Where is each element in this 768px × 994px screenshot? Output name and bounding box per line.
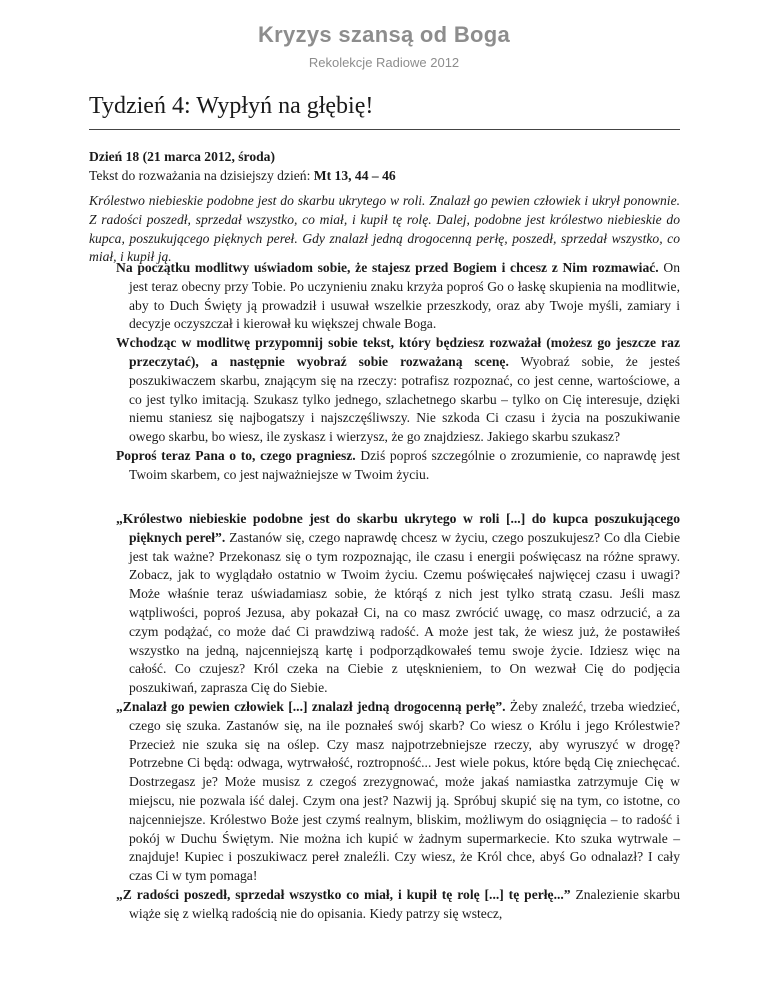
- meditation-point: [116, 510, 680, 698]
- day-heading: Dzień 18 (21 marca 2012, środa): [89, 149, 276, 164]
- meditation-body: Żeby znaleźć, trzeba wiedzieć, czego się szuka. Zastanów się, na ile poznałeś swój skarb? Co wiesz o Królu i jego Królestwie? Przecież nie szuka się na oślep. Czy masz najpotrzebniejsze rzeczy, aby wyruszyć w drogę? Potrzebne Ci będą: odwaga, wytrwałość, roztropność... Jest wiele pokus, które będą Cię zniechęcać. Dostrzegasz je? Może musisz z czegoś zrezygnować, może jakaś namiastka zatrzymuje Cię w miejscu, nie pozwala iść dalej. Czym ona jest? Nazwij ją. Spróbuj skupić się na tym, co istotne, co najcenniejsze. Królestwo Boże jest czymś realnym, bliskim, możliwym do osiągnięcia – to radość i pokój w Duchu Świętym. Nie można ich kupić w żadnym supermarkecie. Kto szuka wytrwale – znajduje! Kupiec i poszukiwacz pereł znaleźli. Czy wiesz, że Król chce, abyś Go odnalazł? I cały czas Ci w tym pomaga!: [129, 698, 680, 884]
- prayer-step: [116, 334, 680, 447]
- meditation-body: Znalezienie skarbu wiąże się z wielką radością nie do opisania. Kiedy patrzy się wstecz,: [129, 886, 680, 921]
- prayer-step: [116, 259, 680, 334]
- scripture-passage: Królestwo niebieskie podobne jest do skarbu ukrytego w roli. Znalazł go pewien człowiek i ukrył ponownie. Z radości poszedł, sprzedał wszystko, co miał, i kupił tę rolę. Dalej, podobne jest królestwo niebieskie do kupca, poszukującego pięknych pereł. Gdy znalazł jedną drogocenną perłę, poszedł, sprzedał wszystko, co miał, i kupił ją.: [89, 193, 680, 265]
- meditation-point: [116, 698, 680, 886]
- meditation-lead: „Królestwo niebieskie podobne jest do skarbu ukrytego w roli [...] do kupca poszukującego pięknych pereł”.: [116, 511, 680, 545]
- week-title: Tydzień 4: Wypłyń na głębię!: [89, 93, 374, 119]
- prayer-step-body: On jest teraz obecny przy Tobie. Po uczynieniu znaku krzyża poproś Go o łaskę skupienia na modlitwie, aby to Duch Święty ją prowadził i usuwał wszelkie przeszkody, oraz aby Twoje myśli, zamiary i decyzje oczyszczał i kierował ku większej chwale Boga.: [129, 260, 681, 332]
- meditation-body: Zastanów się, czego naprawdę chcesz w życiu, czego poszukujesz? Co dla Ciebie jest tak ważne? Przekonasz się o tym rozpoznając, ile czasu i energii poświęcasz na różne sprawy. Zobacz, jak to wyglądało ostatnio w Twoim życiu. Czemu poświęcałeś najwięcej czasu i uwagi? Może właśnie teraz uświadamiasz sobie, że którąś z nich jest tylko stratą czasu. Jeśli masz wątpliwości, poproś Jezusa, aby pokazał Ci, na co masz zwrócić uwagę, co masz odrzucić, a za czym podążać, co może dać Ci prawdziwą radość. A może jest tak, że wiesz już, że postawiłeś wszystko na jedną, najcenniejszą kartę i podporządkowałeś temu swoje życie. Idziesz więc na całość. Co czujesz? Król czeka na Ciebie z utęsknieniem, to On wezwał Cię do podjęcia poszukiwań, zaprasza Cię do Siebie.: [129, 529, 680, 696]
- prayer-steps: [116, 259, 680, 485]
- prayer-step-lead: Na początku modlitwy uświadom sobie, że stajesz przed Bogiem i chcesz z Nim rozmawiać.: [116, 260, 659, 275]
- series-title: Kryzys szansą od Boga: [257, 22, 511, 47]
- prayer-step: [116, 447, 680, 485]
- meditation-point: [116, 886, 680, 924]
- reading-label: Tekst do rozważania na dzisiejszy dzień:: [89, 168, 311, 183]
- meditation-points: [116, 510, 680, 924]
- reading-ref: Mt 13, 44 – 46: [313, 168, 396, 183]
- reading-reference: [89, 167, 396, 186]
- prayer-step-body: Dziś poproś szczególnie o zrozumienie, co naprawdę jest Twoim skarbem, co jest najważniejsze w Twoim życiu.: [129, 447, 680, 482]
- prayer-step-lead: Poproś teraz Pana o to, czego pragniesz.: [116, 447, 356, 463]
- meditation-lead: „Z radości poszedł, sprzedał wszystko co miał, i kupił tę rolę [...] tę perłę...”: [116, 886, 571, 902]
- prayer-step-lead: Wchodząc w modlitwę przypomnij sobie tekst, który będziesz rozważał (możesz go jeszcze raz przeczytać), a następnie wyobraź sobie rozważaną scenę.: [116, 335, 680, 369]
- series-subtitle: Rekolekcje Radiowe 2012: [308, 55, 460, 70]
- meditation-lead: „Znalazł go pewien człowiek [...] znalazł jedną drogocenną perłę”.: [116, 698, 506, 714]
- prayer-step-body: Wyobraź sobie, że jesteś poszukiwaczem skarbu, znającym się na rzeczy: potrafisz rozpoznać, co jest cenne, wartościowe, a co jest tylko imitacją. Szukasz tylko jednego, szlachetnego skarbu – tylko on Cię interesuje, dzięki niemu staniesz się najbogatszy i najszczęśliwszy. Nie szkoda Ci czasu i życia na poszukiwanie owego skarbu, bo wiesz, ile zyskasz i wierzysz, że go znajdziesz. Jakiego skarbu szukasz?: [129, 353, 680, 445]
- title-rule: [89, 129, 680, 130]
